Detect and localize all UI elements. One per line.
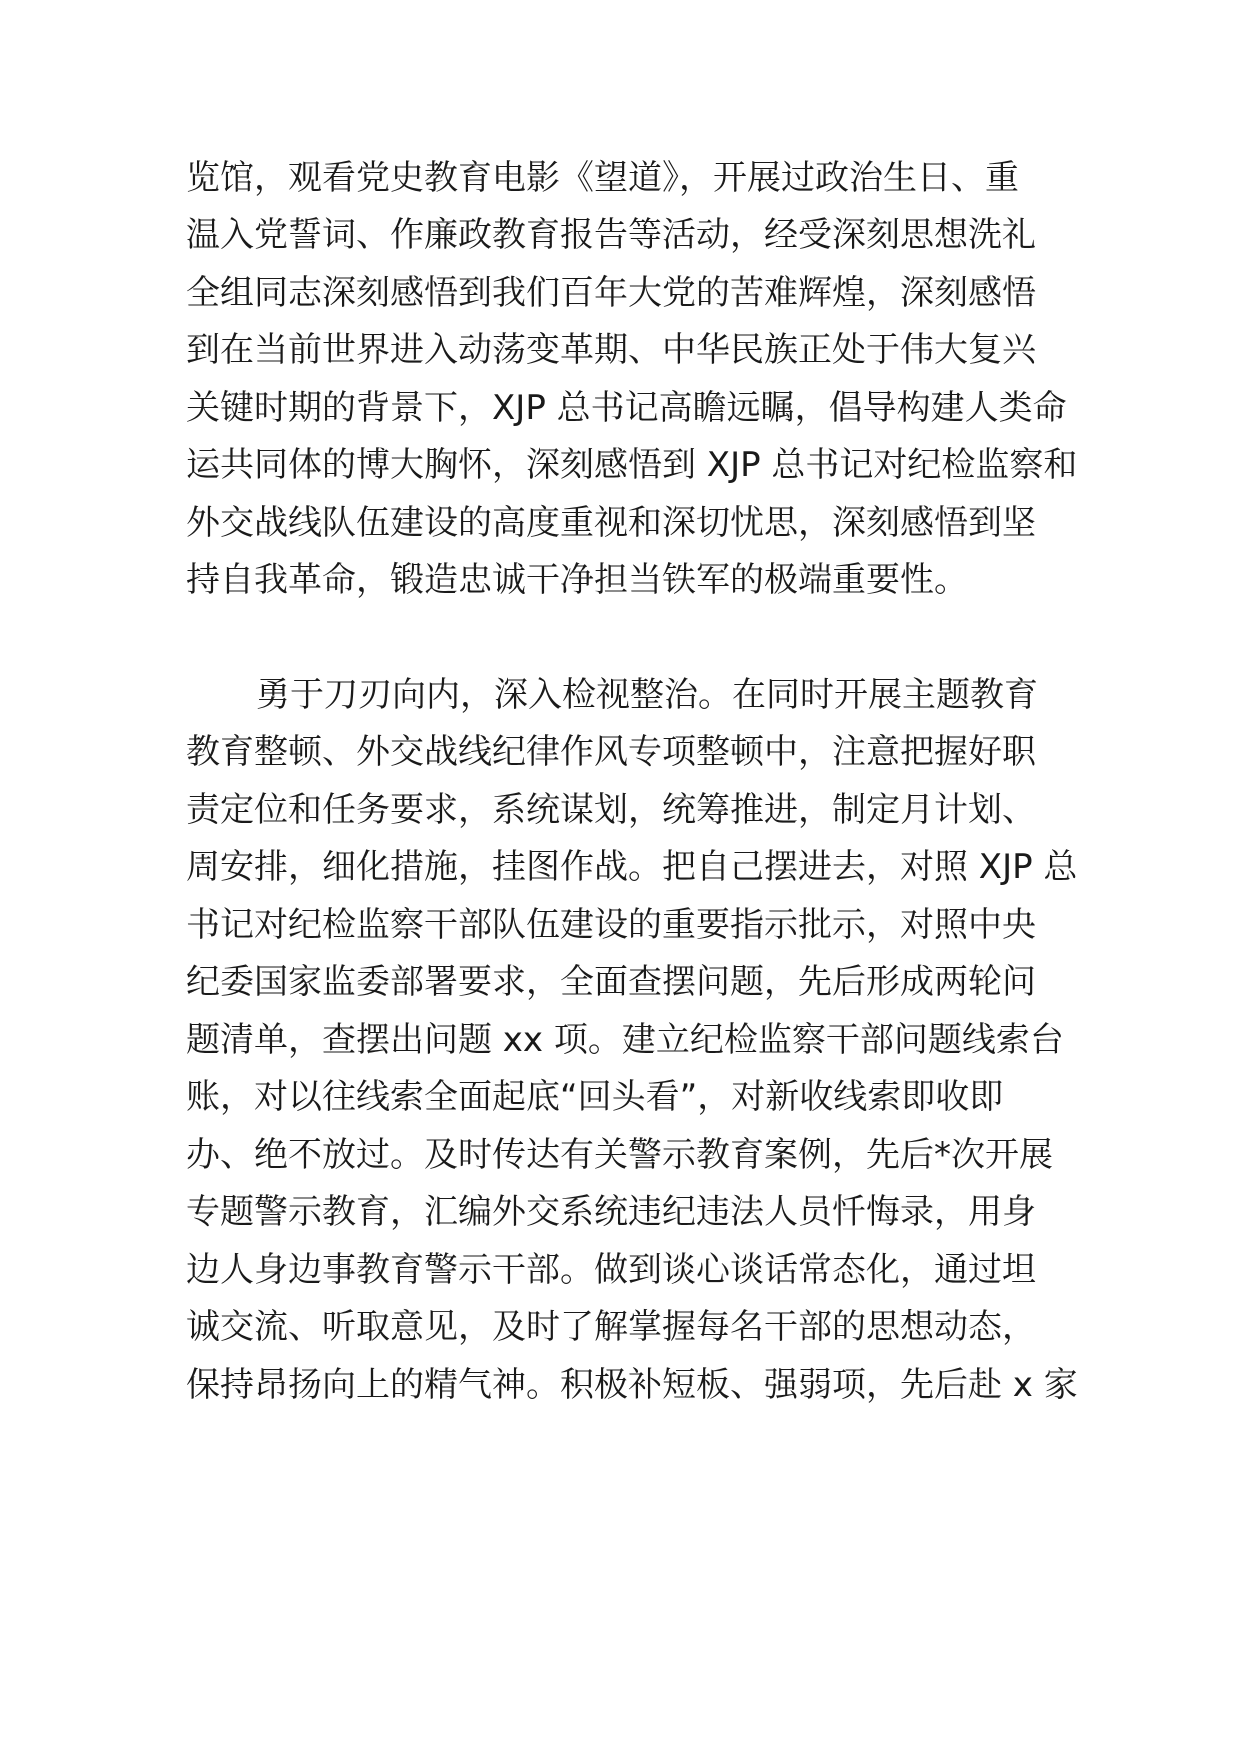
paragraph-line: 关键时期的背景下，XJP 总书记高瞻远瞩，倡导构建人类命: [186, 388, 1067, 428]
paragraph-line: 保持昂扬向上的精气神。积极补短板、强弱项，先后赴 x 家: [186, 1365, 1078, 1405]
paragraph-line: 持自我革命，锻造忠诚干净担当铁军的极端重要性。: [186, 560, 968, 600]
paragraph-line: 办、绝不放过。及时传达有关警示教育案例，先后*次开展: [186, 1135, 1053, 1175]
paragraph-line: 外交战线队伍建设的高度重视和深切忧思，深刻感悟到坚: [186, 503, 1036, 543]
paragraph-line: 边人身边事教育警示干部。做到谈心谈话常态化，通过坦: [186, 1250, 1036, 1290]
paragraph-line: 全组同志深刻感悟到我们百年大党的苦难辉煌，深刻感悟: [186, 273, 1036, 313]
paragraph-line: 题清单，查摆出问题 xx 项。建立纪检监察干部问题线索台: [186, 1020, 1064, 1060]
paragraph-line: 书记对纪检监察干部队伍建设的重要指示批示，对照中央: [186, 905, 1036, 945]
paragraph-line: 温入党誓词、作廉政教育报告等活动，经受深刻思想洗礼: [186, 215, 1036, 255]
paragraph-line: 周安排，细化措施，挂图作战。把自己摆进去，对照 XJP 总: [186, 847, 1078, 887]
paragraph-line: 览馆，观看党史教育电影《望道》，开展过政治生日、重: [186, 158, 1019, 198]
paragraph-line: 责定位和任务要求，系统谋划，统筹推进，制定月计划、: [186, 790, 1036, 830]
paragraph-line: 到在当前世界进入动荡变革期、中华民族正处于伟大复兴: [186, 330, 1036, 370]
paragraph-line: 教育整顿、外交战线纪律作风专项整顿中，注意把握好职: [186, 732, 1036, 772]
paragraph-line: 专题警示教育，汇编外交系统违纪违法人员忏悔录，用身: [186, 1192, 1036, 1232]
paragraph-line: 诚交流、听取意见，及时了解掌握每名干部的思想动态，: [186, 1307, 1036, 1347]
paragraph-line: 运共同体的博大胸怀，深刻感悟到 XJP 总书记对纪检监察和: [186, 445, 1078, 485]
paragraph-line: 账，对以往线索全面起底“回头看”，对新收线索即收即: [186, 1077, 1004, 1117]
paragraph-line: 纪委国家监委部署要求，全面查摆问题，先后形成两轮问: [186, 962, 1036, 1002]
paragraph-line: 勇于刀刃向内，深入检视整治。在同时开展主题教育: [256, 675, 1038, 715]
